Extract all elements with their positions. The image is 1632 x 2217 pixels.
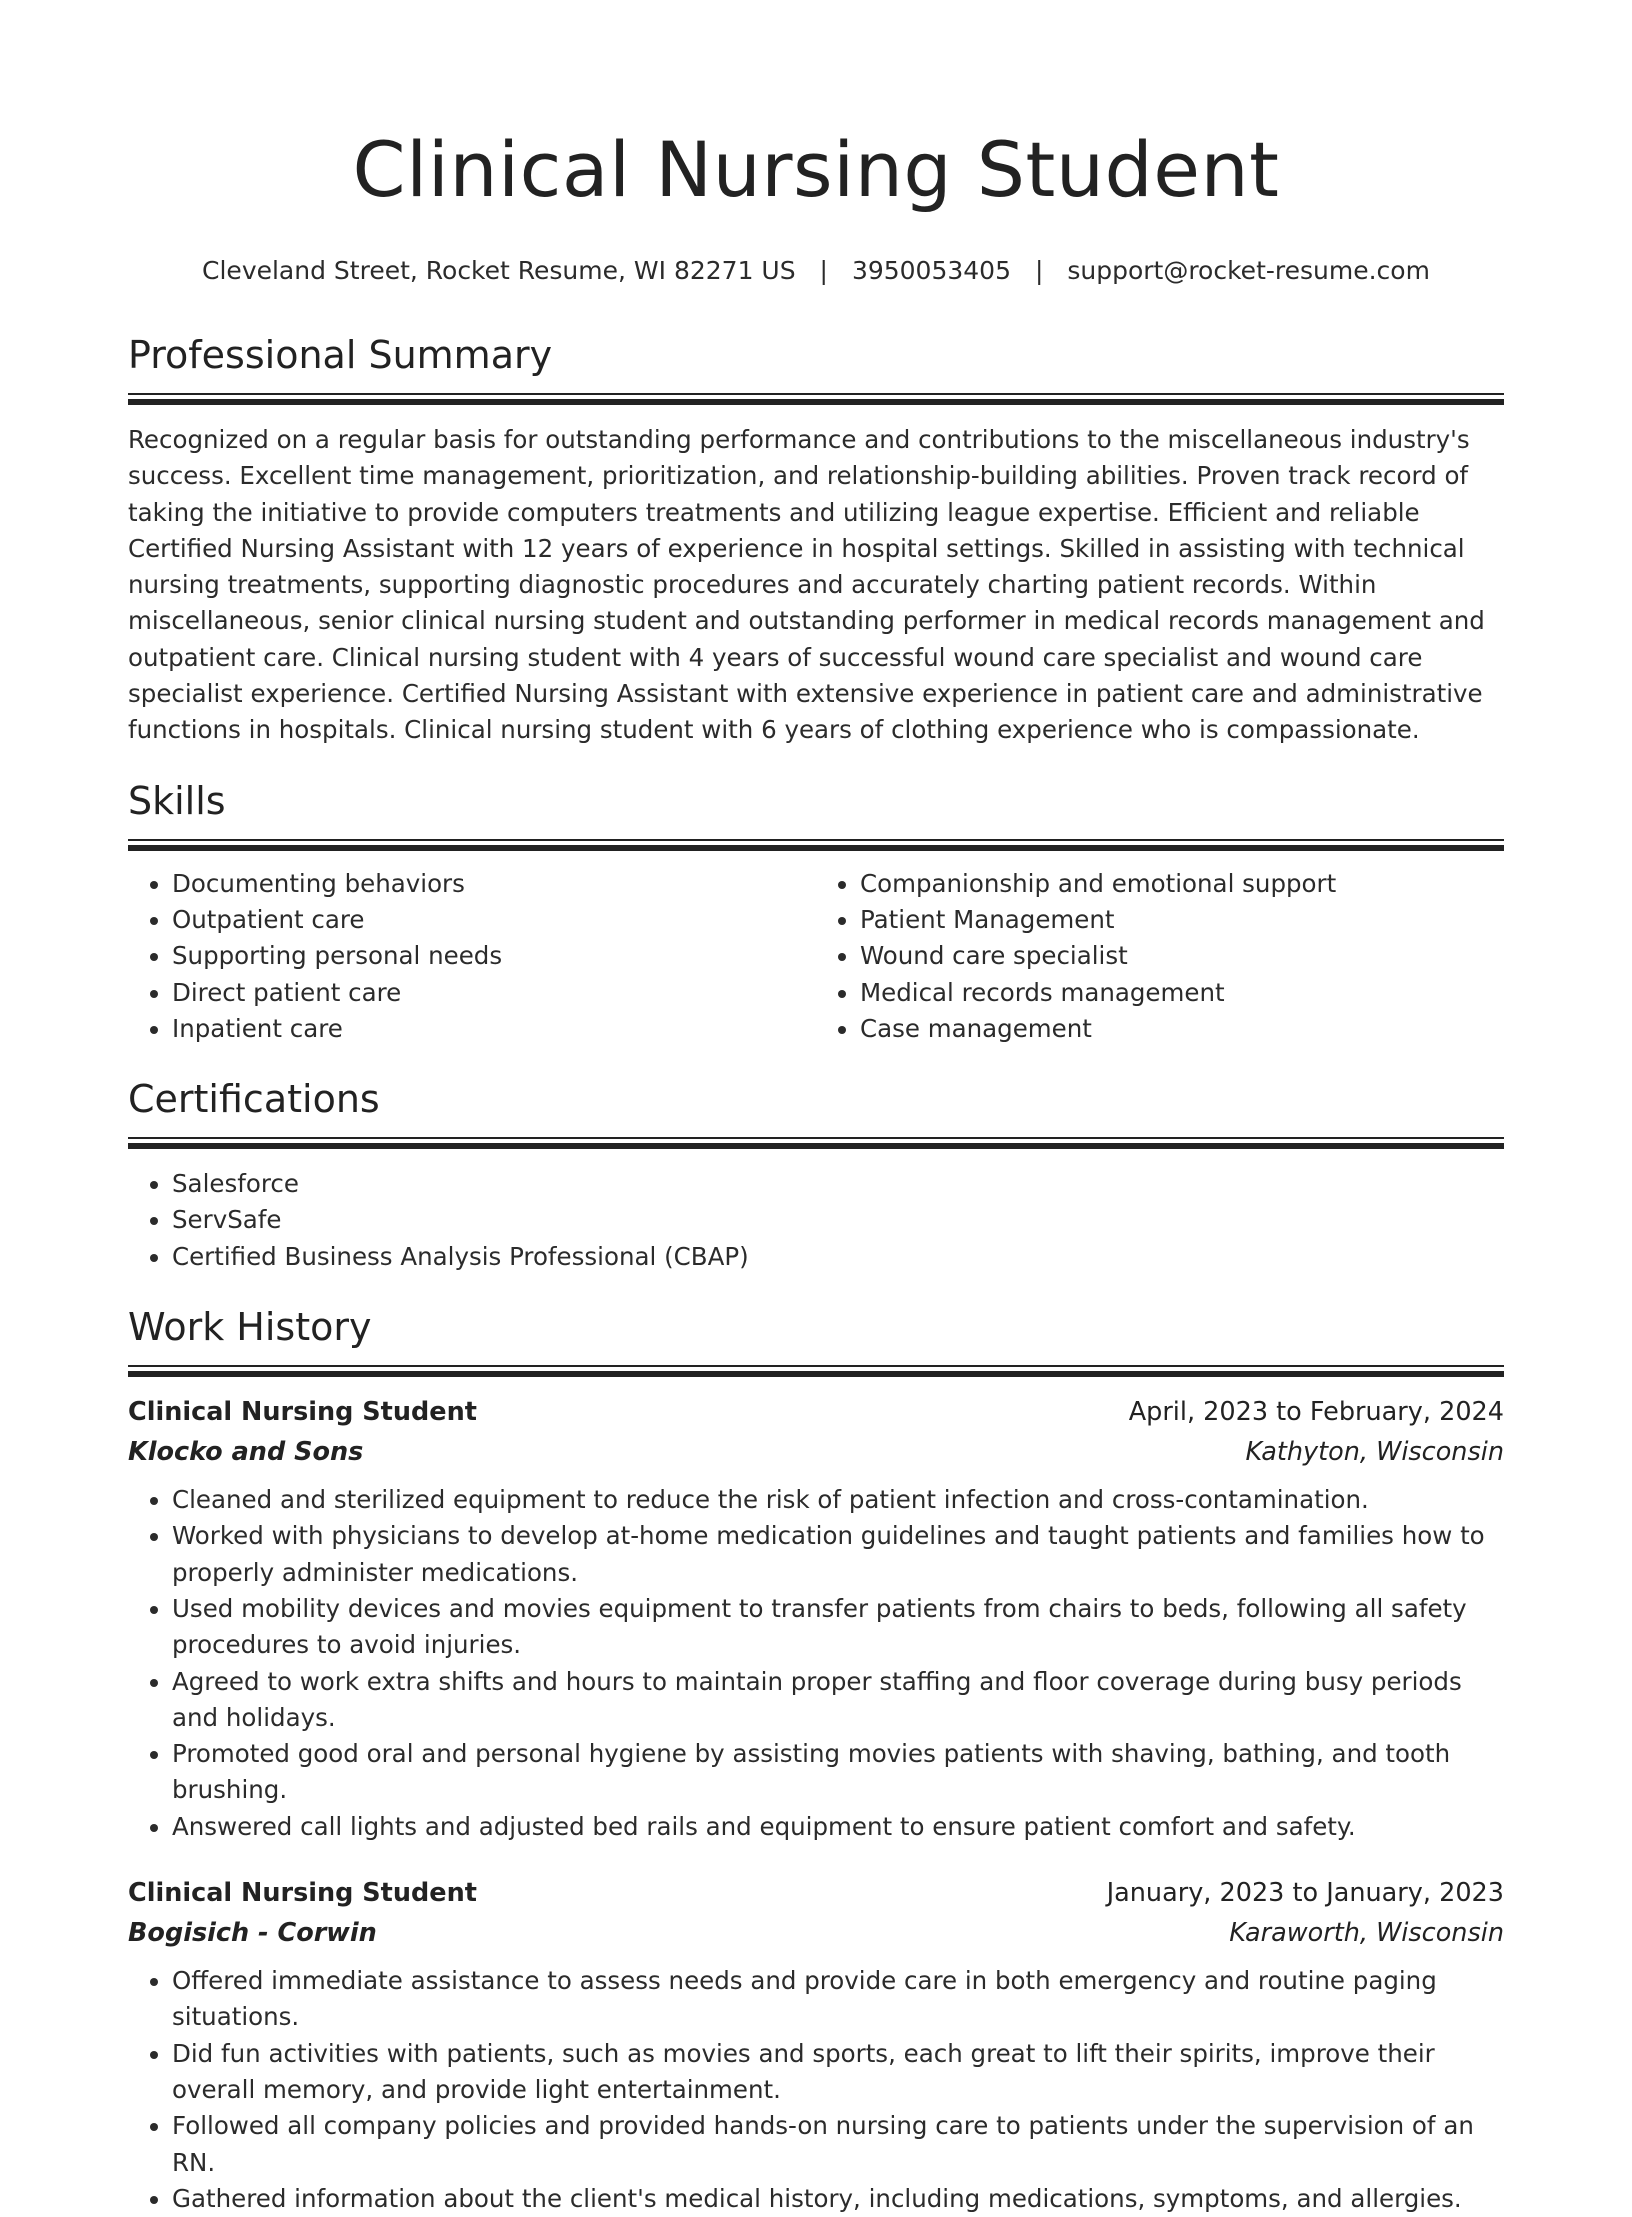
- job-location: Karaworth, Wisconsin: [1229, 1918, 1504, 1949]
- section-heading-summary: Professional Summary: [128, 333, 553, 377]
- job-bullets: [128, 1963, 1504, 2217]
- job-subheader: [128, 1432, 1504, 1472]
- skills-section: [128, 777, 1504, 1047]
- certifications-section: [128, 1075, 1504, 1275]
- summary-section: [128, 331, 1504, 749]
- job-subheader: [128, 1913, 1504, 1953]
- certification-item: • Salesforce: [172, 1166, 1504, 1202]
- summary-text: Recognized on a regular basis for outstanding performance and contributions to the miscellaneous industry's success. Excellent time management, prioritization, and relationship-building abilities. Proven track record of taking the initiative to provide computers treatments and utilizing league expertise. Efficient and reliable Certified Nursing Assistant with 12 years of experience in hospital settings. Skilled in assisting with technical nursing treatments, supporting diagnostic procedures and accurately charting patient records. Within miscellaneous, senior clinical nursing student and outstanding performer in medical records management and outpatient care. Clinical nursing student with 4 years of successful wound care specialist and wound care specialist experience. Certified Nursing Assistant with extensive experience in patient care and administrative functions in hospitals. Clinical nursing student with 6 years of clothing experience who is compassionate.: [128, 425, 1485, 745]
- job-bullet: • Cleaned and sterilized equipment to reduce the risk of patient infection and cross-contamination.: [172, 1482, 1504, 1518]
- resume-title: Clinical Nursing Student: [352, 125, 1280, 214]
- section-divider: [128, 1137, 1504, 1148]
- job-header: [128, 1873, 1504, 1913]
- job-entry: [128, 1392, 1504, 1845]
- job-entry: [128, 1873, 1504, 2217]
- job-bullet: • Offered immediate assistance to assess needs and provide care in both emergency and routine paging situations.: [172, 1963, 1504, 2036]
- section-heading-work-history: Work History: [128, 1305, 372, 1350]
- section-heading-skills: Skills: [128, 778, 226, 823]
- contact-line: [128, 254, 1504, 288]
- job-bullet: • Used mobility devices and movies equipment to transfer patients from chairs to beds, following all safety procedures to avoid injuries.: [172, 1591, 1504, 1664]
- job-bullet: • Followed all company policies and provided hands-on nursing care to patients under the supervision of an RN.: [172, 2108, 1504, 2181]
- section-divider: [128, 1365, 1504, 1376]
- skills-column-left: [128, 866, 816, 1047]
- skill-item: • Patient Management: [860, 902, 1504, 938]
- job-location: Kathyton, Wisconsin: [1245, 1437, 1504, 1468]
- job-bullets: [128, 1482, 1504, 1845]
- job-company: Klocko and Sons: [128, 1437, 364, 1468]
- skill-item: • Medical records management: [860, 975, 1504, 1011]
- contact-phone[interactable]: 3950053405: [851, 256, 1011, 285]
- skill-item: • Inpatient care: [172, 1011, 816, 1047]
- certification-item: • Certified Business Analysis Professional (CBAP): [172, 1239, 1504, 1275]
- job-bullet: • Answered call lights and adjusted bed rails and equipment to ensure patient comfort and safety.: [172, 1809, 1504, 1845]
- job-bullet: • Gathered information about the client's medical history, including medications, symptoms, and allergies.: [172, 2181, 1504, 2217]
- skills-columns: [128, 866, 1504, 1047]
- job-company: Bogisich - Corwin: [128, 1918, 377, 1949]
- certification-item: • ServSafe: [172, 1202, 1504, 1238]
- job-dates: January, 2023 to January, 2023: [1106, 1878, 1504, 1909]
- skill-item: • Companionship and emotional support: [860, 866, 1504, 902]
- job-dates: April, 2023 to February, 2024: [1128, 1397, 1504, 1428]
- skill-item: • Outpatient care: [172, 902, 816, 938]
- job-bullet: • Agreed to work extra shifts and hours to maintain proper staffing and floor coverage during busy periods and holidays.: [172, 1664, 1504, 1737]
- skills-column-right: [816, 866, 1504, 1047]
- section-divider: [128, 393, 1504, 404]
- section-heading-certifications: Certifications: [128, 1077, 380, 1122]
- job-bullet: • Did fun activities with patients, such as movies and sports, each great to lift their spirits, improve their overall memory, and provide light entertainment.: [172, 2036, 1504, 2109]
- skill-item: • Supporting personal needs: [172, 938, 816, 974]
- contact-email[interactable]: support@rocket-resume.com: [1067, 256, 1430, 285]
- work-history-section: [128, 1303, 1504, 2217]
- job-header: [128, 1392, 1504, 1432]
- contact-separator: |: [1034, 256, 1044, 285]
- contact-address: Cleveland Street, Rocket Resume, WI 82271 US: [202, 256, 796, 285]
- section-divider: [128, 839, 1504, 850]
- certifications-list: [128, 1166, 1504, 1275]
- skill-item: • Case management: [860, 1011, 1504, 1047]
- skill-item: • Direct patient care: [172, 975, 816, 1011]
- job-title: Clinical Nursing Student: [128, 1397, 477, 1428]
- skill-item: • Documenting behaviors: [172, 866, 816, 902]
- job-bullet: • Promoted good oral and personal hygiene by assisting movies patients with shaving, bathing, and tooth brushing.: [172, 1736, 1504, 1809]
- job-bullet: • Worked with physicians to develop at-home medication guidelines and taught patients and families how to properly administer medications.: [172, 1518, 1504, 1591]
- skill-item: • Wound care specialist: [860, 938, 1504, 974]
- contact-separator: |: [819, 256, 828, 285]
- job-title: Clinical Nursing Student: [128, 1878, 477, 1909]
